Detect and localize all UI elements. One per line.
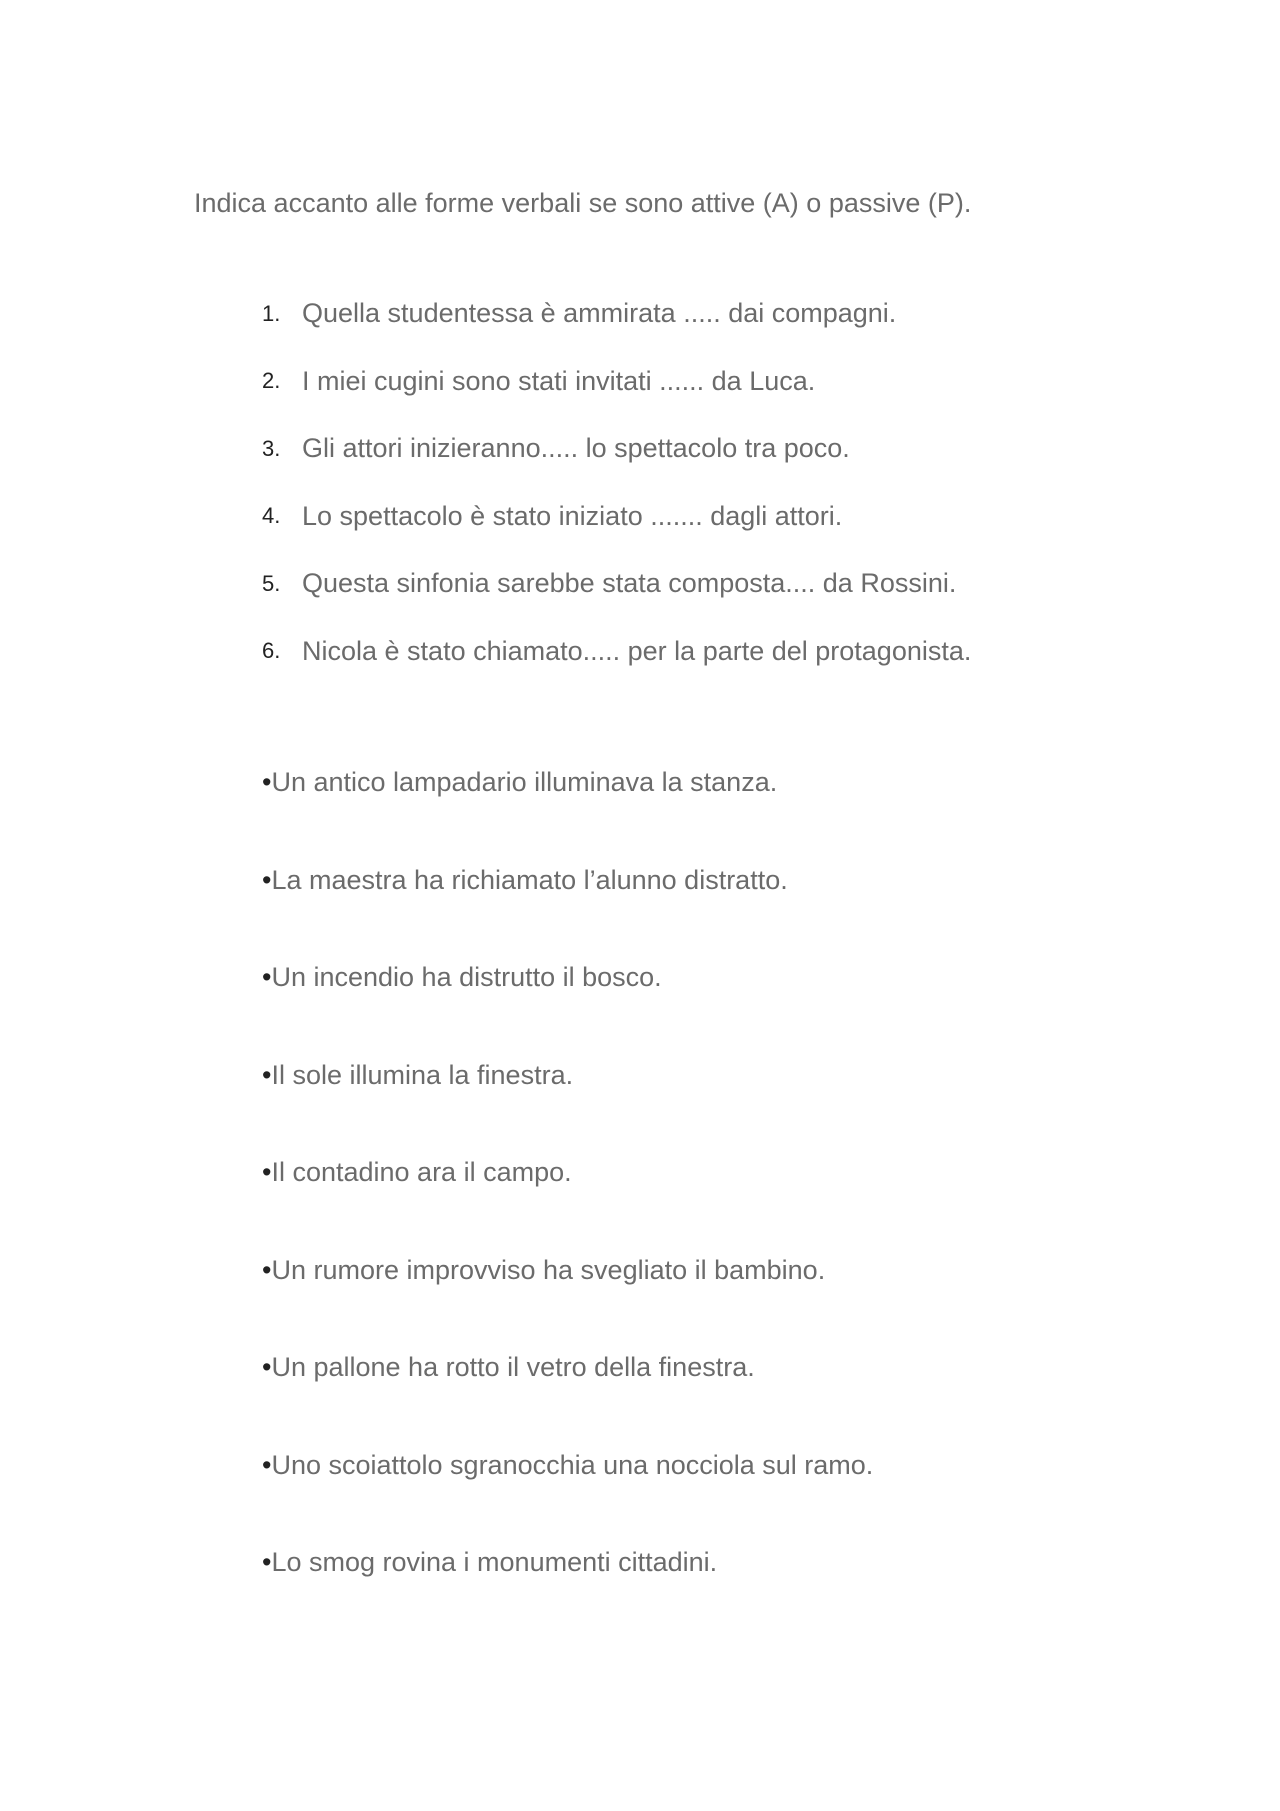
bullet-sentence: Uno scoiattolo sgranocchia una nocciola sul ramo. (271, 1449, 874, 1480)
list-item (262, 762, 873, 860)
bullet-icon: • (262, 1352, 272, 1382)
item-number: 1. (262, 300, 281, 326)
bullet-sentence-list (262, 762, 873, 1640)
list-item (262, 618, 971, 686)
bullet-icon: • (262, 1059, 272, 1090)
list-item (262, 957, 873, 1055)
bullet-sentence: Un incendio ha distrutto il bosco. (271, 962, 662, 992)
bullet-icon: • (262, 1157, 272, 1187)
bullet-sentence: Un rumore improvviso ha svegliato il bambino. (271, 1254, 826, 1285)
list-item (262, 1250, 873, 1348)
numbered-exercise-list (262, 280, 971, 685)
list-item (262, 1445, 873, 1543)
bullet-icon: • (262, 1547, 272, 1577)
bullet-sentence: Un antico lampadario illuminava la stanza. (271, 767, 778, 797)
bullet-sentence: Un pallone ha rotto il vetro della finestra. (271, 1352, 755, 1382)
item-sentence: Quella studentessa è ammirata ..... dai compagni. (302, 298, 897, 329)
item-sentence: Lo spettacolo è stato iniziato ....... dagli attori. (302, 500, 843, 531)
list-item (262, 280, 971, 348)
item-sentence: Nicola è stato chiamato..... per la parte del protagonista. (302, 635, 972, 666)
bullet-icon: • (262, 864, 272, 895)
list-item (262, 415, 971, 483)
item-number: 4. (262, 503, 281, 529)
bullet-icon: • (262, 767, 272, 797)
list-item (262, 550, 971, 618)
item-number: 3. (262, 435, 281, 461)
bullet-sentence: La maestra ha richiamato l’alunno distratto. (271, 864, 788, 895)
item-number: 2. (262, 368, 281, 394)
bullet-icon: • (262, 962, 272, 992)
bullet-sentence: Lo smog rovina i monumenti cittadini. (271, 1547, 718, 1577)
list-item (262, 1055, 873, 1153)
list-item (262, 1347, 873, 1445)
bullet-icon: • (262, 1449, 272, 1480)
item-sentence: I miei cugini sono stati invitati ...... da Luca. (302, 365, 816, 396)
list-item (262, 483, 971, 551)
item-number: 5. (262, 570, 281, 596)
bullet-icon: • (262, 1254, 272, 1285)
item-number: 6. (262, 638, 281, 664)
list-item (262, 348, 971, 416)
bullet-sentence: Il sole illumina la finestra. (271, 1059, 574, 1090)
bullet-sentence: Il contadino ara il campo. (271, 1157, 572, 1187)
item-sentence: Questa sinfonia sarebbe stata composta.... da Rossini. (302, 568, 957, 599)
list-item (262, 1152, 873, 1250)
instruction-text: Indica accanto alle forme verbali se sono attive (A) o passive (P). (194, 188, 972, 218)
list-item (262, 860, 873, 958)
list-item (262, 1542, 873, 1640)
item-sentence: Gli attori inizieranno..... lo spettacolo tra poco. (302, 433, 850, 464)
